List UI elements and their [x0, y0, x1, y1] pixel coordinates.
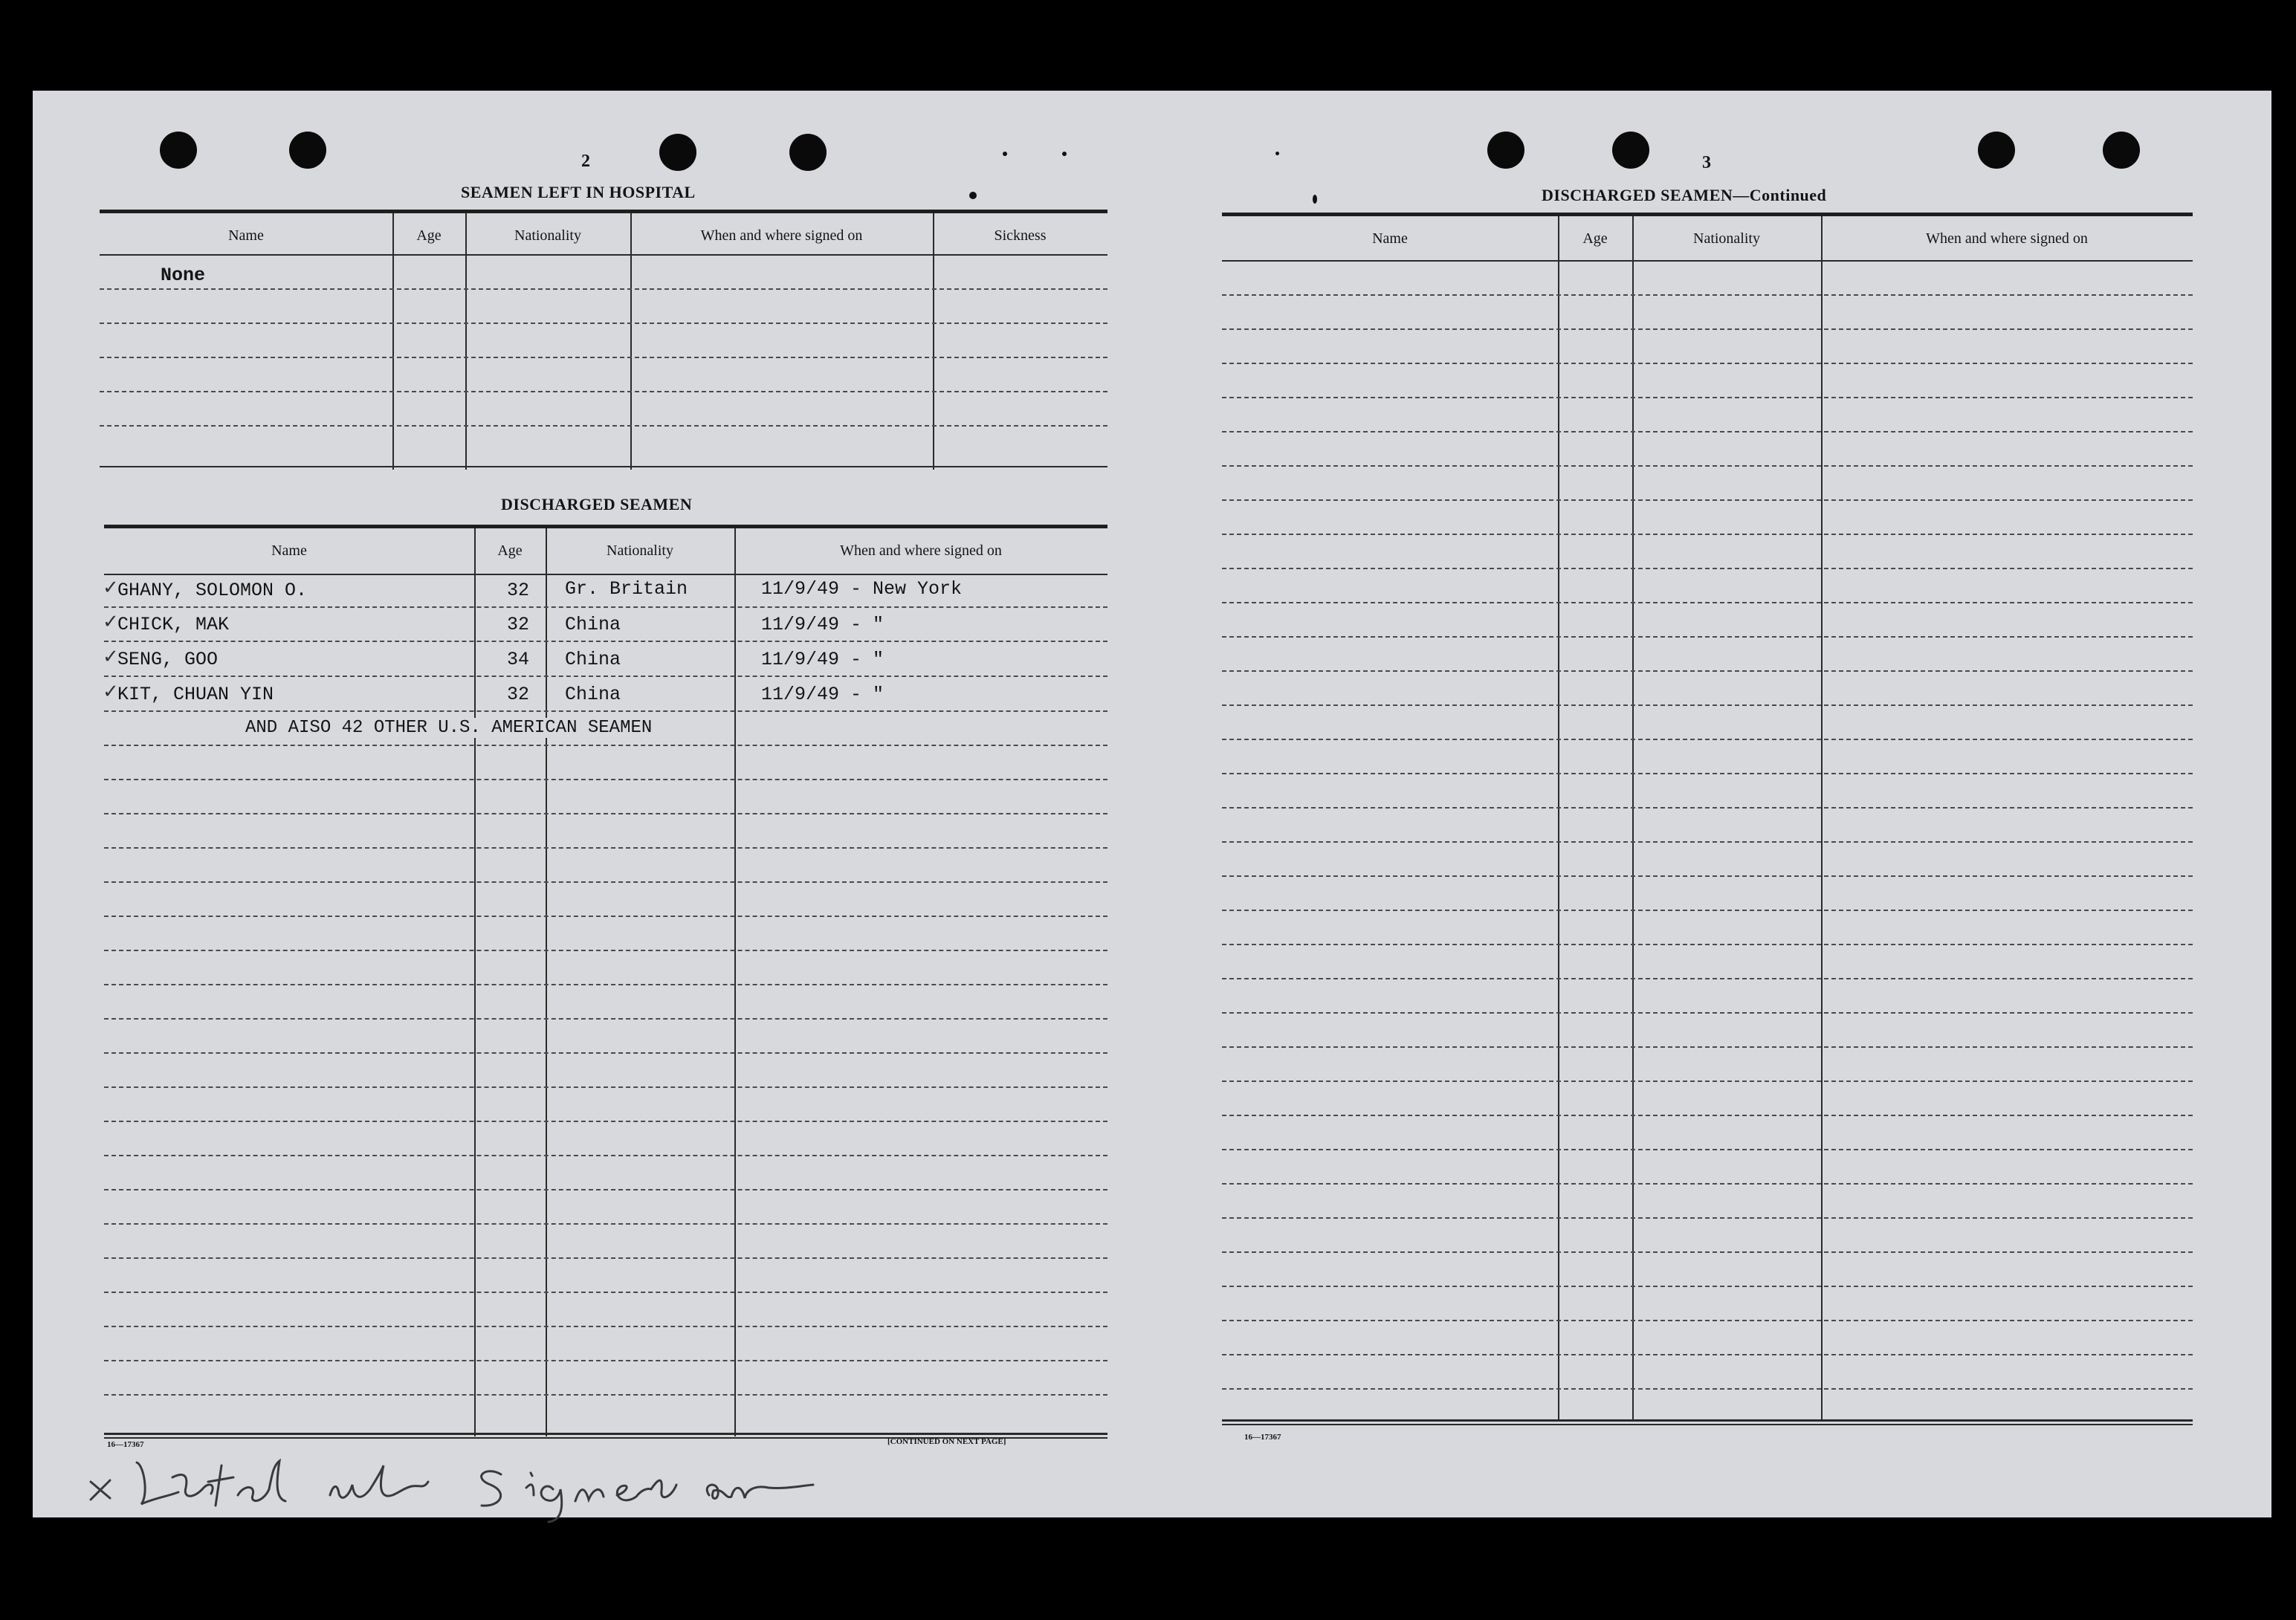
discharged-table [104, 525, 1107, 1446]
row-line [104, 779, 1107, 780]
row-line [104, 1394, 1107, 1396]
column-divider [933, 213, 934, 470]
column-divider [392, 213, 394, 470]
row-line [104, 1326, 1107, 1327]
check-mark: ✓ [103, 611, 119, 633]
row-line [1222, 294, 2193, 296]
row-line [104, 1257, 1107, 1259]
seaman-nationality: China [565, 614, 621, 635]
discharged-continued-table [1222, 213, 2193, 1520]
col-header-age: Age [416, 227, 442, 244]
row-line [104, 847, 1107, 849]
seaman-nationality: Gr. Britain [565, 578, 688, 600]
row-line [1222, 1080, 2193, 1082]
table-top-rule [1222, 213, 2193, 216]
table-top-rule [100, 210, 1107, 213]
header-underline [104, 574, 1107, 575]
col-header-sickness: Sickness [994, 227, 1047, 244]
speck [1062, 152, 1067, 156]
col-header-age: Age [1582, 230, 1608, 247]
column-divider [546, 528, 547, 1436]
row-line [1222, 1217, 2193, 1219]
seaman-signed-on: 11/9/49 - " [761, 614, 885, 635]
col-header-name: Name [1372, 230, 1408, 247]
row-line [104, 745, 1107, 746]
hospital-entry: None [161, 265, 206, 286]
row-line [104, 1086, 1107, 1088]
seaman-nationality: China [565, 684, 621, 705]
col-header-age: Age [497, 542, 523, 559]
col-header-signed-on: When and where signed on [700, 227, 863, 244]
check-mark: ✓ [103, 577, 119, 599]
punch-hole [2103, 132, 2140, 169]
row-line [1222, 602, 2193, 603]
row-line [104, 1189, 1107, 1190]
document-sheet [33, 91, 2271, 1517]
col-header-nationality: Nationality [514, 227, 581, 244]
row-line [1222, 1115, 2193, 1116]
row-line [1222, 807, 2193, 809]
punch-hole [289, 132, 326, 169]
col-header-signed-on: When and where signed on [840, 542, 1002, 559]
punch-hole [1612, 132, 1649, 169]
row-line [1222, 534, 2193, 535]
handwritten-note-drawing [85, 1436, 828, 1525]
row-line [104, 916, 1107, 917]
row-line [1222, 465, 2193, 467]
row-line [104, 881, 1107, 883]
col-header-nationality: Nationality [1693, 230, 1760, 247]
row-line [1222, 431, 2193, 432]
row-line [1222, 1046, 2193, 1048]
discharged-continued-title: DISCHARGED SEAMEN—Continued [1542, 186, 1827, 204]
row-line [104, 1155, 1107, 1156]
row-line [1222, 704, 2193, 706]
check-mark: ✓ [103, 646, 119, 668]
row-line [1222, 773, 2193, 774]
seaman-signed-on: 11/9/49 - " [761, 649, 885, 670]
row-line [104, 984, 1107, 985]
seaman-signed-on: 11/9/49 - " [761, 684, 885, 705]
row-line [1222, 875, 2193, 877]
row-line [104, 1052, 1107, 1054]
form-number-left: 16—17367 [107, 1440, 144, 1449]
row-line [1222, 841, 2193, 843]
handwritten-note [85, 1436, 828, 1529]
column-divider [734, 528, 736, 1436]
table-top-rule [104, 525, 1107, 528]
seaman-name: CHICK, MAK [117, 614, 230, 635]
row-line [1222, 978, 2193, 979]
table-bottom-rule [1222, 1424, 2193, 1425]
row-line [1222, 328, 2193, 330]
table-bottom-rule [1222, 1419, 2193, 1422]
row-line [1222, 670, 2193, 672]
row-line [100, 288, 1107, 290]
row-line [1222, 1251, 2193, 1253]
hospital-section-title: SEAMEN LEFT IN HOSPITAL [461, 183, 696, 201]
row-line [100, 357, 1107, 358]
row-line [104, 1292, 1107, 1293]
row-line [1222, 568, 2193, 569]
row-line [104, 1121, 1107, 1122]
col-header-name: Name [228, 227, 264, 244]
header-underline [1222, 260, 2193, 262]
punch-hole [1487, 132, 1524, 169]
speck [1313, 195, 1317, 204]
row-line [1222, 944, 2193, 945]
row-line [1222, 397, 2193, 398]
punch-hole [659, 134, 696, 171]
row-line [1222, 499, 2193, 501]
discharged-section-title: DISCHARGED SEAMEN [501, 495, 693, 513]
row-line [104, 813, 1107, 814]
row-line [104, 606, 1107, 608]
speck [1003, 152, 1007, 156]
punch-hole [789, 134, 827, 171]
seaman-name: KIT, CHUAN YIN [117, 684, 274, 705]
row-line [104, 710, 1107, 712]
page-number-left: 2 [581, 152, 590, 171]
additional-seamen-note: AND AISO 42 OTHER U.S. AMERICAN SEAMEN [245, 718, 653, 738]
row-line [1222, 1354, 2193, 1355]
check-mark: ✓ [103, 681, 119, 703]
punch-hole [1978, 132, 2015, 169]
seaman-nationality: China [565, 649, 621, 670]
column-divider [630, 213, 632, 470]
seaman-age: 32 [507, 580, 530, 601]
row-line [1222, 1183, 2193, 1185]
form-number-right: 16—17367 [1244, 1433, 1281, 1442]
col-header-signed-on: When and where signed on [1926, 230, 2088, 247]
column-divider [474, 528, 476, 1436]
row-line [104, 950, 1107, 951]
row-line [1222, 1388, 2193, 1390]
table-bottom-rule [104, 1433, 1107, 1435]
seaman-age: 34 [507, 649, 530, 670]
row-line [1222, 910, 2193, 911]
col-header-name: Name [271, 542, 307, 559]
hospital-table [100, 210, 1107, 477]
row-line [100, 323, 1107, 324]
page-number-right: 3 [1702, 153, 1711, 172]
continued-note: [CONTINUED ON NEXT PAGE] [887, 1437, 1006, 1446]
row-line [1222, 1286, 2193, 1287]
row-line [104, 1223, 1107, 1225]
row-line [100, 391, 1107, 392]
row-line [1222, 739, 2193, 740]
speck [1275, 152, 1279, 155]
seaman-name: GHANY, SOLOMON O. [117, 580, 308, 601]
seaman-signed-on: 11/9/49 - New York [761, 578, 963, 600]
seaman-age: 32 [507, 684, 530, 705]
column-divider [465, 213, 467, 470]
row-line [104, 1018, 1107, 1020]
row-line [100, 425, 1107, 427]
row-line [1222, 1149, 2193, 1150]
col-header-nationality: Nationality [607, 542, 673, 559]
row-line [1222, 636, 2193, 638]
table-bottom-rule [100, 466, 1107, 467]
row-line [104, 641, 1107, 642]
speck [969, 192, 977, 199]
header-underline [100, 254, 1107, 256]
row-line [1222, 1012, 2193, 1014]
row-line [104, 1360, 1107, 1361]
punch-hole [160, 132, 197, 169]
row-line [104, 675, 1107, 677]
row-line [1222, 363, 2193, 364]
row-line [1222, 1320, 2193, 1321]
seaman-age: 32 [507, 614, 530, 635]
seaman-name: SENG, GOO [117, 649, 219, 670]
